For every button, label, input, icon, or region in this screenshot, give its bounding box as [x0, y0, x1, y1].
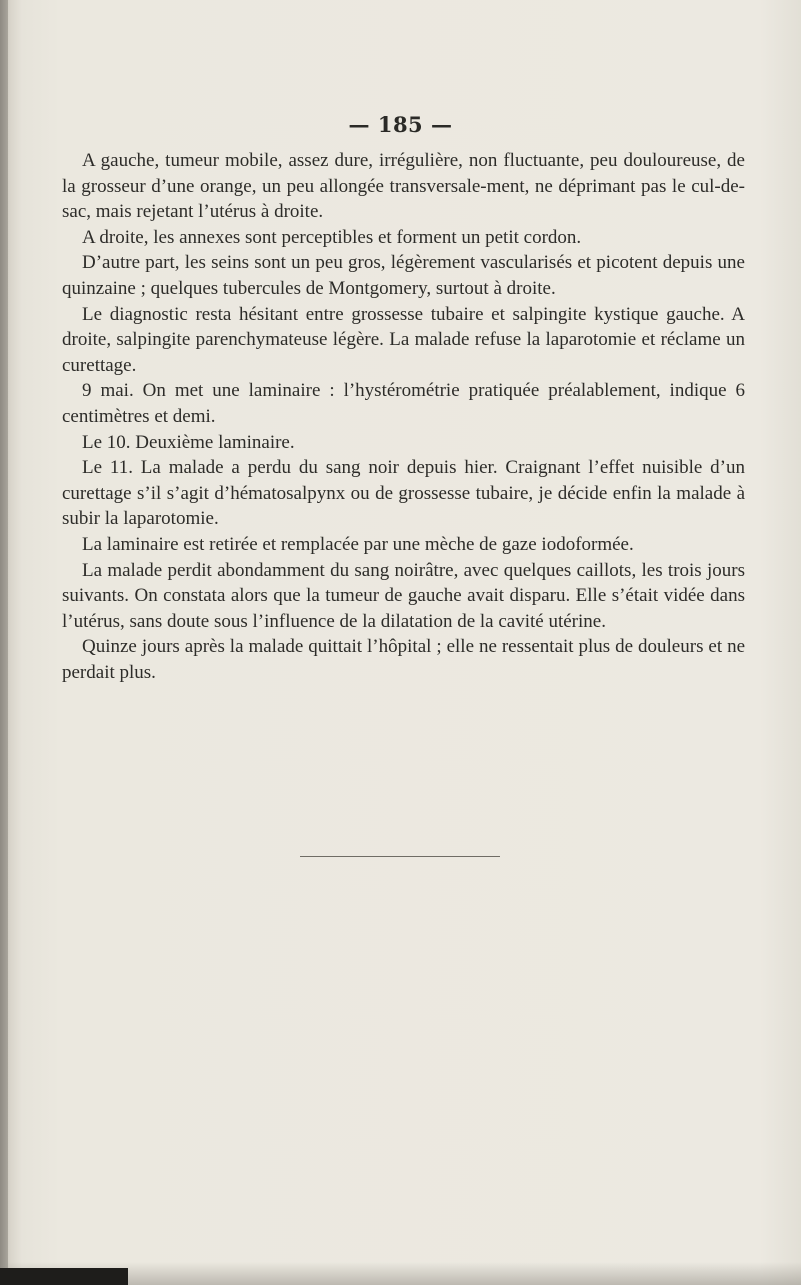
paragraph: La malade perdit abondamment du sang noirâtre, avec quelques caillots, les trois jours suivants. On constata alors que la tumeur de gauche avait disparu. Elle s’était vidée dans l’utérus, sans doute sous l’influence de la dilatation de la cavité utérine. — [62, 559, 745, 632]
paragraph: A gauche, tumeur mobile, assez dure, irrégulière, non fluctuante, peu douloureuse, de la grosseur d’une orange, un peu allongée transversale-ment, ne déprimant pas le cul-de-sac, mais rejetant l’utérus à droite. — [62, 150, 745, 223]
paragraph: Le 11. La malade a perdu du sang noir depuis hier. Craignant l’effet nuisible d’un curettage s’il s’agit d’hématosalpynx ou de grossesse tubaire, je décide enfin la malade à subir la laparotomie. — [62, 457, 745, 530]
paragraph: A droite, les annexes sont perceptibles et forment un petit cordon. — [82, 226, 582, 248]
paragraph: La laminaire est retirée et remplacée par une mèche de gaze iodoformée. — [82, 533, 634, 555]
paragraph: Le diagnostic resta hésitant entre grossesse tubaire et salpingite kystique gauche. A droite, salpingite parenchymateuse légère. La malade refuse la laparotomie et réclame un curettage. — [62, 303, 745, 376]
paragraph: Quinze jours après la malade quittait l’hôpital ; elle ne ressentait plus de douleurs et ne perdait plus. — [62, 636, 745, 683]
paragraph: D’autre part, les seins sont un peu gros, légèrement vascularisés et picotent depuis une quinzaine ; quelques tubercules de Montgomery, surtout à droite. — [62, 252, 745, 299]
paragraph: 9 mai. On met une laminaire : l’hystérométrie pratiquée préalablement, indique 6 centimètres et demi. — [62, 380, 745, 427]
scan-edge-mark — [0, 1268, 128, 1285]
body-text — [62, 148, 745, 685]
paragraph: Le 10. Deuxième laminaire. — [82, 431, 295, 453]
page-number: — 185 — — [348, 112, 453, 137]
page-spine-shadow — [0, 0, 8, 1285]
section-end-rule — [300, 856, 500, 857]
